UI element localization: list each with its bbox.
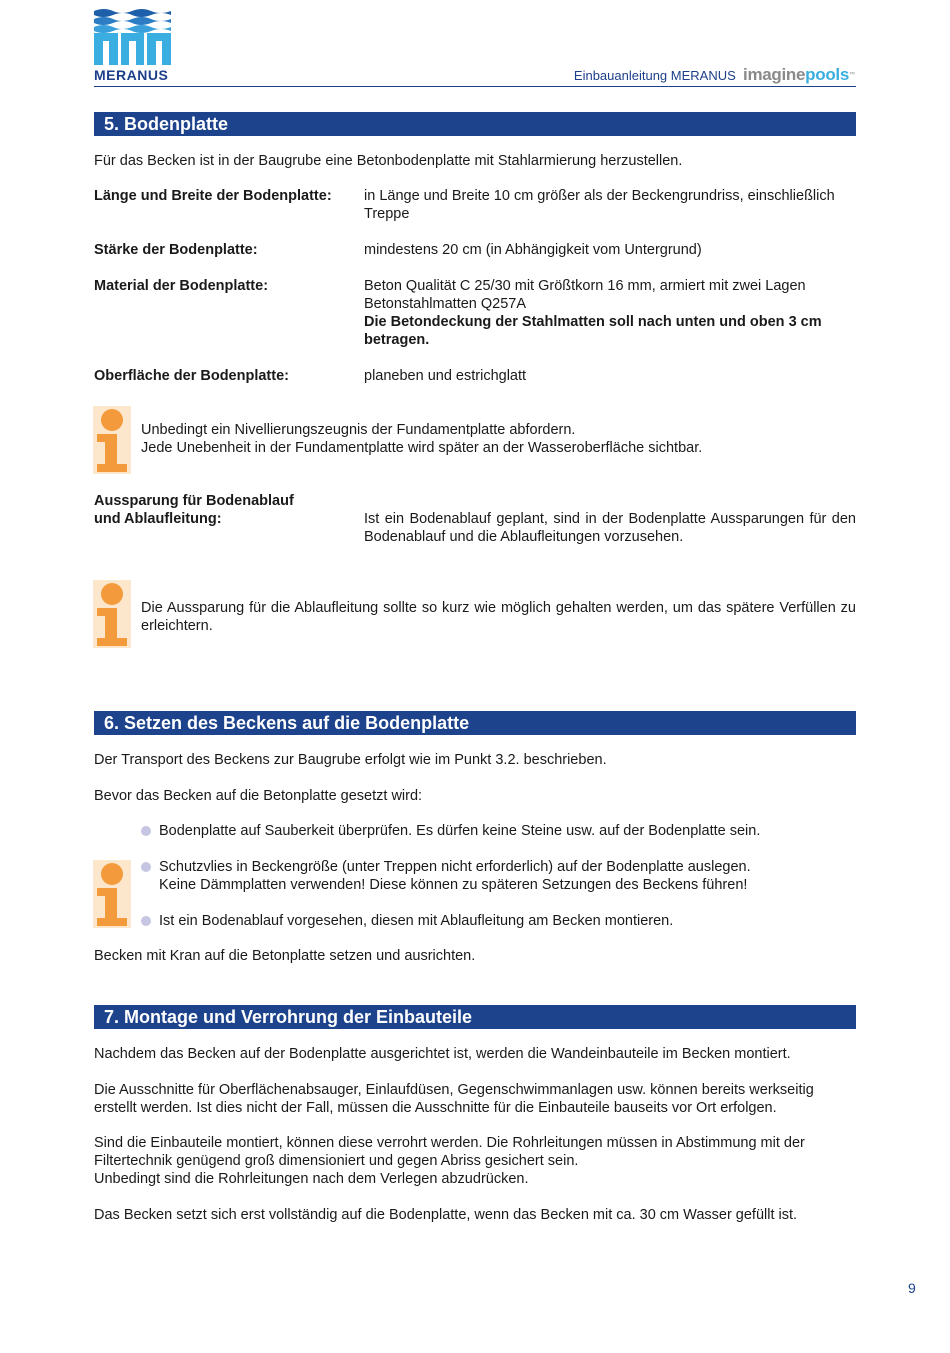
section-6-p1: Der Transport des Beckens zur Baugrube erfolgt wie im Punkt 3.2. beschrieben. xyxy=(94,752,607,768)
row-value-oberflaeche: planeben und estrichglatt xyxy=(364,368,527,384)
brand-tm: ™ xyxy=(849,72,855,78)
section-5-intro: Für das Becken ist in der Baugrube eine Betonbodenplatte mit Stahlarmierung herzustellen. xyxy=(94,153,683,169)
bullet-dot xyxy=(141,862,151,872)
bullet-2-text: Schutzvlies in Beckengröße (unter Treppen nicht erforderlich) auf der Bodenplatte auslegen. xyxy=(159,859,751,875)
row-value-material: Beton Qualität C 25/30 mit Größtkorn 16 mm, armiert mit zwei Lagen Betonstahlmatten Q257A xyxy=(364,278,806,312)
section-6-heading: 6. Setzen des Beckens auf die Bodenplatte xyxy=(94,711,856,735)
section-6-p3: Becken mit Kran auf die Betonplatte setzen und ausrichten. xyxy=(94,948,476,964)
aussparung-label-1: Aussparung für Bodenablauf xyxy=(94,493,294,509)
info-icon xyxy=(93,860,131,928)
page-number: 9 xyxy=(908,1280,916,1296)
row-label-staerke: Stärke der Bodenplatte: xyxy=(94,242,258,258)
header-title xyxy=(574,66,855,85)
row-value-laenge: in Länge und Breite 10 cm größer als der Beckengrundriss, einschließlich Treppe xyxy=(364,188,835,222)
section-7-heading: 7. Montage und Verrohrung der Einbauteile xyxy=(94,1005,856,1029)
section-7-p3b: Unbedingt sind die Rohrleitungen nach dem Verlegen abzudrücken. xyxy=(94,1171,529,1187)
section-7-p4: Das Becken setzt sich erst vollständig auf die Bodenplatte, wenn das Becken mit ca. 30 cm Wasser gefüllt ist. xyxy=(94,1207,798,1223)
doc-title: Einbauanleitung MERANUS xyxy=(573,68,736,83)
bullet-dot xyxy=(141,916,151,926)
section-6-p2: Bevor das Becken auf die Betonplatte gesetzt wird: xyxy=(94,788,423,804)
info-1-line-1: Unbedingt ein Nivellierungszeugnis der Fundamentplatte abfordern. xyxy=(141,422,576,438)
row-label-material: Material der Bodenplatte: xyxy=(94,278,269,294)
section-5-heading: 5. Bodenplatte xyxy=(94,112,856,136)
aussparung-label-2: und Ablaufleitung: xyxy=(94,511,222,527)
row-value-staerke: mindestens 20 cm (in Abhängigkeit vom Untergrund) xyxy=(364,242,702,258)
bullet-1-text: Bodenplatte auf Sauberkeit überprüfen. Es dürfen keine Steine usw. auf der Bodenplatte sein. xyxy=(159,823,761,839)
aussparung-value: Ist ein Bodenablauf geplant, sind in der Bodenplatte Aussparungen für den Bodenablauf und die Ablaufleitungen vorzusehen. xyxy=(364,511,856,545)
row-label-laenge: Länge und Breite der Bodenplatte: xyxy=(94,188,332,204)
bullet-2-line-2: Keine Dämmplatten verwenden! Diese können zu späteren Setzungen des Beckens führen! xyxy=(159,877,748,893)
info-2-text: Die Aussparung für die Ablaufleitung sollte so kurz wie möglich gehalten werden, um das spätere Verfüllen zu erleichtern. xyxy=(141,600,856,634)
section-7-p3: Sind die Einbauteile montiert, können diese verrohrt werden. Die Rohrleitungen müssen in Abstimmung mit der Filtertechnik genügend groß dimensioniert und gegen Abriss gesichert sein. xyxy=(94,1135,805,1169)
section-7-p2: Die Ausschnitte für Oberflächenabsauger, Einlaufdüsen, Gegenschwimmanlagen usw. können bereits werkseitig erstellt werden. Ist dies nicht der Fall, müssen die Ausschnitte für die Einbauteile bauseits vor Ort erfolgen. xyxy=(94,1082,814,1116)
info-icon xyxy=(93,580,131,648)
section-7-p1: Nachdem das Becken auf der Bodenplatte ausgerichtet ist, werden die Wandeinbauteile im Becken montiert. xyxy=(94,1046,791,1062)
header-divider xyxy=(94,86,856,87)
row-value-material-bold: Die Betondeckung der Stahlmatten soll nach unten und oben 3 cm betragen. xyxy=(364,314,822,348)
row-label-oberflaeche: Oberfläche der Bodenplatte: xyxy=(94,368,289,384)
brand-pools: pools xyxy=(805,65,849,84)
info-1-line-2: Jede Unebenheit in der Fundamentplatte wird später an der Wasseroberfläche sichtbar. xyxy=(141,440,703,456)
bullet-3-text: Ist ein Bodenablauf vorgesehen, diesen mit Ablaufleitung am Becken montieren. xyxy=(159,913,674,929)
brand-imagine: imagine xyxy=(743,65,806,84)
info-icon xyxy=(93,406,131,474)
logo-text: MERANUS xyxy=(94,67,169,83)
bullet-dot xyxy=(141,826,151,836)
